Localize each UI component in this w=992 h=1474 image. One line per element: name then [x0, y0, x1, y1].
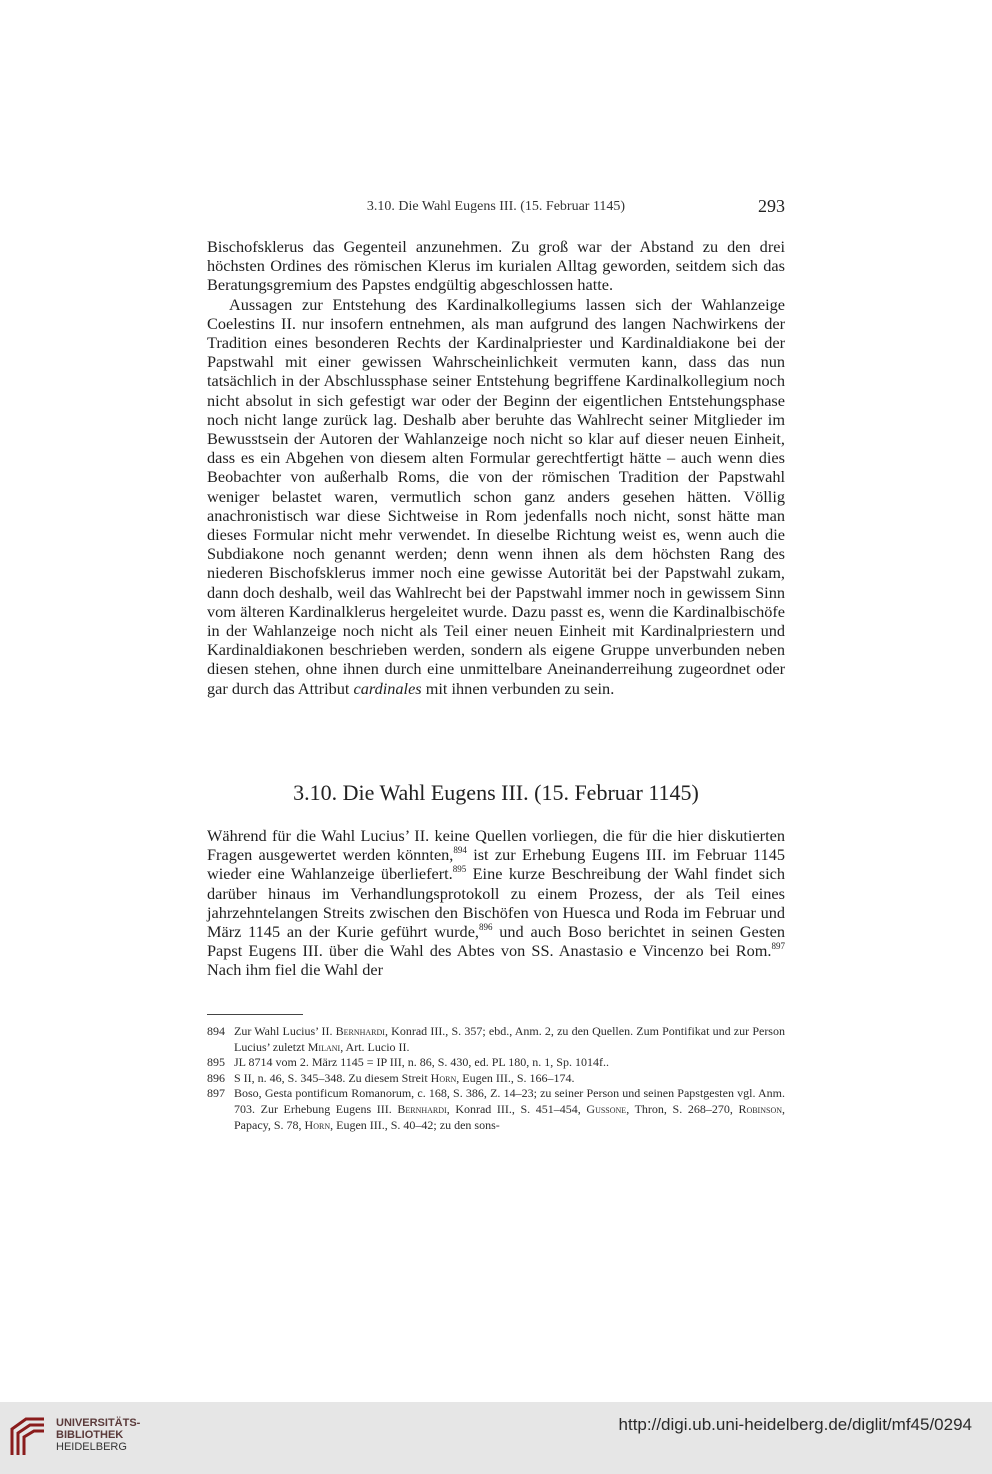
library-name-line2: BIBLIOTHEK — [56, 1429, 124, 1441]
fn-text: , Konrad III., S. 357; ebd., Anm. 2, zu den Quellen. Zum Pontifikat und zur Person Lucius’ zuletzt — [234, 1024, 785, 1054]
footnote-ref-895[interactable]: 895 — [452, 864, 467, 875]
text-run: Während für die Wahl Lucius’ II. keine Quellen vorliegen, die für die hier diskutierten Fragen ausgewertet werden könnten, — [207, 826, 785, 865]
fn-text: , Eugen III., S. 166–174. — [456, 1070, 575, 1085]
text-run: Nach ihm fiel die Wahl der — [207, 960, 384, 980]
permalink-url[interactable]: http://digi.ub.uni-heidelberg.de/diglit/mf45/0294 — [618, 1415, 972, 1434]
author-name: Horn — [304, 1117, 331, 1132]
footnote-number: 896 — [207, 1070, 225, 1085]
author-name: Robinson — [738, 1101, 782, 1116]
library-logo-icon[interactable] — [8, 1415, 48, 1459]
text-run: und auch Boso berichtet in seinen Gesten Papst Eugens III. über die Wahl des Abtes von SS. Anastasio e Vincenzo bei Rom. — [207, 922, 786, 961]
library-name-line1: UNIVERSITÄTS- — [56, 1417, 141, 1429]
footnotes — [207, 1024, 785, 1133]
running-title: 3.10. Die Wahl Eugens III. (15. Februar 1145) — [366, 199, 626, 214]
page-number: 293 — [758, 196, 785, 216]
fn-text: S II, n. 46, S. 345–348. Zu diesem Streit — [234, 1070, 431, 1085]
author-name: Bernhardi — [335, 1024, 385, 1038]
body-text — [207, 237, 785, 698]
fn-text: JL 8714 vom 2. März 1145 = IP III, n. 86, S. 430, ed. PL 180, n. 1, Sp. 1014f.. — [234, 1055, 609, 1070]
footnote-rule — [207, 1014, 303, 1015]
fn-text: Boso, Gesta pontificum Romanorum, c. 168, S. 386, Z. 14–23; zu seiner Person und seinen Papstgesten vgl. Anm. 703. Zur Erhebung Eugens III. — [234, 1086, 785, 1116]
fn-text: , Art. Lucio II. — [340, 1039, 410, 1054]
paragraph-1: Bischofsklerus das Gegenteil anzunehmen. Zu groß war der Abstand zu den drei höchsten Ordines des römischen Klerus im kurialen Alltag geworden, seitdem sich das Beratungsgremium des Papstes endgültig abgeschlossen hatte. — [207, 237, 785, 295]
footnote-number: 895 — [207, 1055, 225, 1070]
paragraph-2-end: mit ihnen verbunden zu sein. — [421, 678, 615, 698]
text-run: ist zur Erhebung Eugens III. im Februar 1145 wieder eine Wahlanzeige überliefert. — [207, 845, 785, 884]
author-name: Horn — [430, 1070, 457, 1085]
library-name[interactable] — [56, 1417, 140, 1453]
section-heading: 3.10. Die Wahl Eugens III. (15. Februar 1145) — [293, 780, 699, 805]
library-name-line3: HEIDELBERG — [56, 1441, 127, 1453]
footnote-ref-894[interactable]: 894 — [453, 845, 467, 856]
footnote-number: 897 — [207, 1086, 225, 1101]
author-name: Gussone — [586, 1101, 627, 1116]
italic-term: cardinales — [353, 678, 422, 698]
footnote-896 — [207, 1071, 785, 1087]
footnote-number: 894 — [207, 1024, 225, 1038]
footnote-894 — [207, 1024, 785, 1055]
fn-text: , Eugen III., S. 40–42; zu den sons- — [330, 1117, 500, 1132]
footnote-895 — [207, 1055, 785, 1071]
footnote-897 — [207, 1086, 785, 1133]
fn-text: , Papacy, S. 78, — [234, 1101, 785, 1132]
running-head — [207, 196, 785, 220]
section-paragraph — [207, 826, 785, 980]
author-name: Bernhardi — [397, 1101, 447, 1116]
fn-text: Zur Wahl Lucius’ II. — [234, 1024, 336, 1038]
paragraph-2-main: Aussagen zur Entstehung des Kardinalkollegiums lassen sich der Wahlanzeige Coelestins II. nur insofern entnehmen, als man aufgrund des langen Nachwirkens der Tradition eines besonderen Rechts der Kardinalpriester und Kardinaldiakone bei der Papstwahl mit einer gewissen Wahrscheinlichkeit vermuten kann, dass das nun tatsächlich in der Abschlussphase seiner Entstehung begriffene Kardinalkollegium noch nicht absolut in sich gefestigt war oder der Beginn der eigentlichen Entstehungsphase noch nicht lange zurück lag. Deshalb aber beruhte das Wahlrecht seiner Mitglieder im Bewusstsein der Autoren der Wahlanzeige noch nicht so klar auf dieser neuen Einheit, dass es ein Abgehen von diesem alten Formular gerechtfertigt hätte – auch wenn dies Beobachter von außerhalb Roms, die von der römischen Tradition der Papstwahl weniger belastet waren, vermutlich schon ganz anders gesehen hätten. Völlig anachronistisch war diese Sichtweise in Rom jedenfalls noch nicht, sonst hätte man dieses Formular nicht mehr verwendet. In dieselbe Richtung weist es, wenn auch die Subdiakone noch genannt werden; denn wenn ihnen als dem höchsten Rang des niederen Bischofsklerus immer noch eine gewisse Autorität bei der Papstwahl zukam, dann doch deshalb, weil das Wahlrecht bei der Papstwahl immer noch in gewissem Sinn vom älteren Kardinalklerus hergeleitet wurde. Dazu passt es, wenn die Kardinalbischöfe in der Wahlanzeige noch nicht als Teil einer neuen Einheit mit Kardinalpriestern und Kardinaldiakonen beschrieben werden, sondern als eigene Gruppe unverbunden neben diesen stehen, ohne ihnen durch eine unmittelbare Aneinanderreihung zugeordnet oder gar durch das Attribut — [207, 294, 785, 698]
footnote-ref-897[interactable]: 897 — [771, 941, 785, 952]
author-name: Milani — [307, 1039, 341, 1054]
fn-text: , Konrad III., S. 451–454, — [446, 1101, 587, 1116]
viewer-footer — [0, 1402, 992, 1474]
text-run: Eine kurze Beschreibung der Wahl findet sich darüber hinaus im Verhandlungsprotokoll zu einem Prozess, der als Teil eines jahrzehntelangen Streits zwischen den Bischöfen von Huesca und Roda im Februar und März 1145 an der Kurie geführt wurde, — [207, 864, 785, 942]
section-body — [207, 826, 785, 980]
fn-text: , Thron, S. 268–270, — [626, 1101, 739, 1116]
footnote-ref-896[interactable]: 896 — [479, 922, 493, 933]
paragraph-2 — [207, 295, 785, 698]
